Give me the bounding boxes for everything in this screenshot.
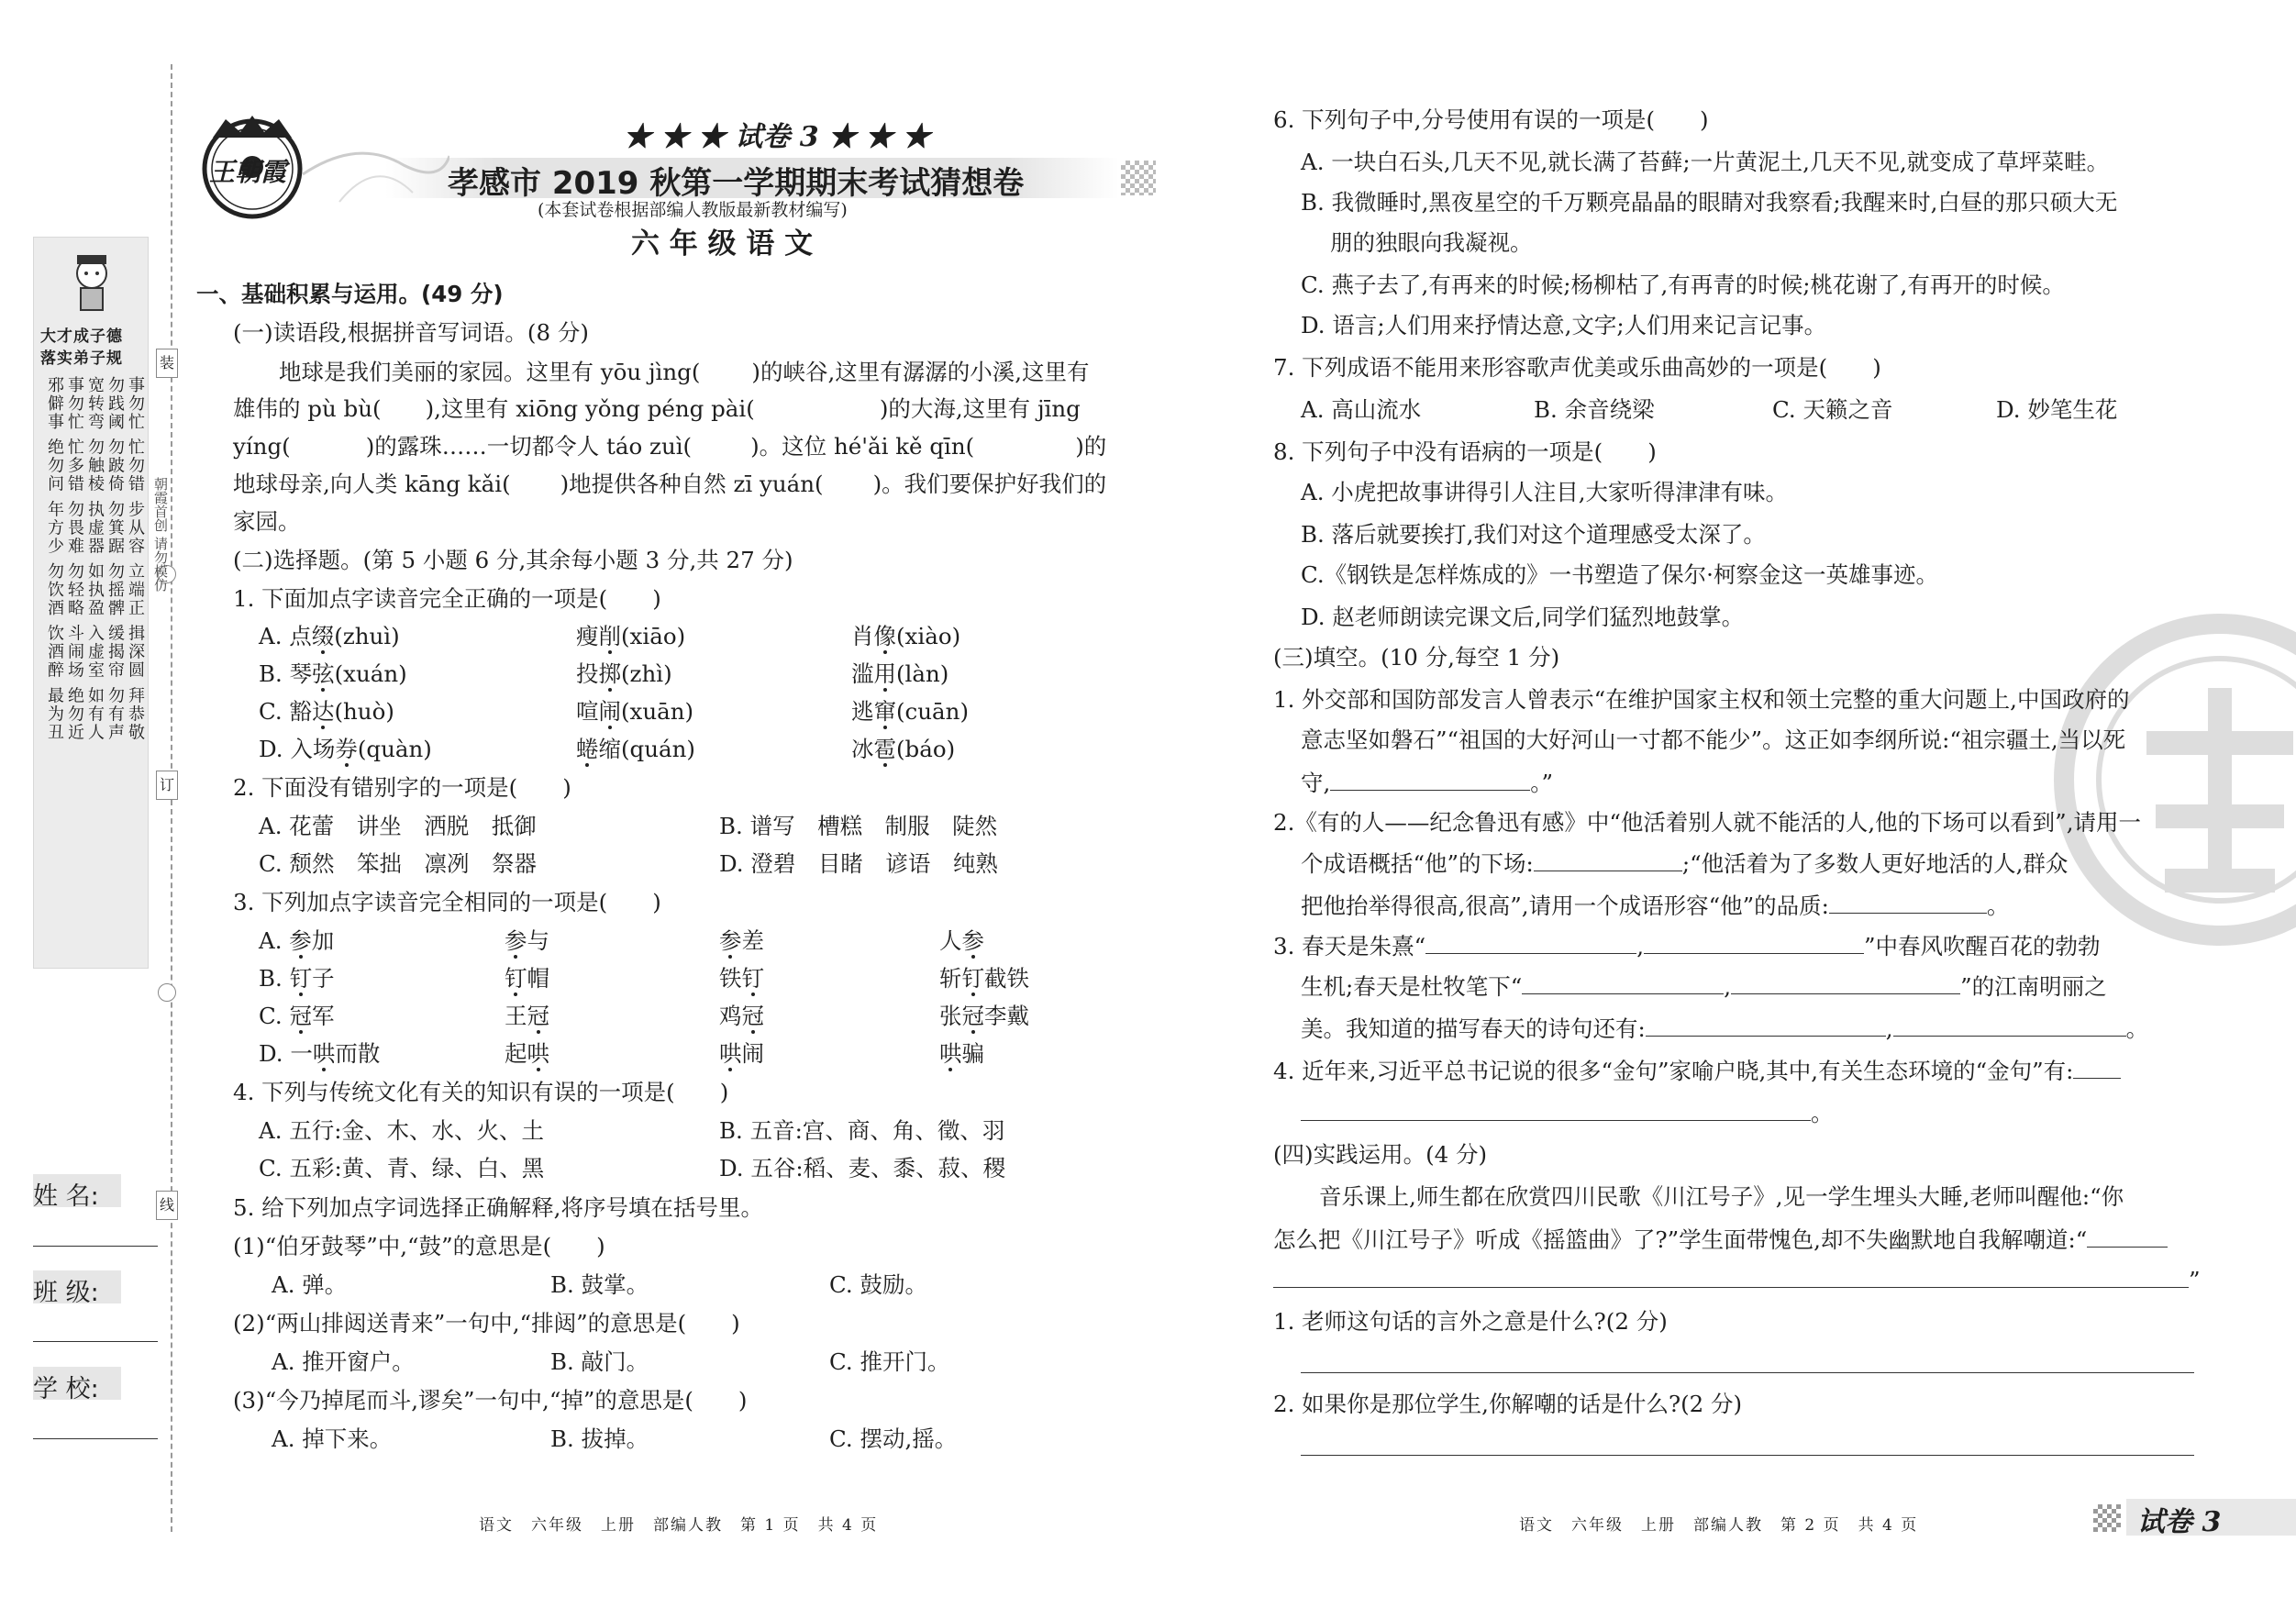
q5-sub-2: (2)“两山排闼送青来”一句中,“排闼”的意思是( ) <box>233 1310 740 1336</box>
q3-option-c[interactable]: C. 冠军 <box>259 1003 335 1029</box>
question-8: 8. 下列句子中没有语病的一项是( ) <box>1273 438 1657 465</box>
class-field[interactable] <box>33 1341 158 1342</box>
passage-line-5: 家园。 <box>233 508 301 535</box>
fill-3-blank-4[interactable] <box>1731 970 1960 994</box>
q1-option-d2: 蜷缩(quán) <box>576 736 695 762</box>
fill-2-line-2 <box>1301 848 2068 880</box>
fill-text: ” <box>2189 1267 2201 1293</box>
q2-option-b[interactable]: B. 谱写 槽糕 制服 陡然 <box>719 813 998 839</box>
q3-b4: 斩钉截铁 <box>939 965 1029 992</box>
practice-blank-2[interactable] <box>1273 1264 2189 1288</box>
fill-text: ”的江南明丽之 <box>1960 973 2107 1000</box>
passage-text: )的大海,这里有 jīng <box>879 395 1081 422</box>
q3-c2: 王冠 <box>505 1003 549 1029</box>
q3-d2: 起哄 <box>505 1040 549 1067</box>
logo-text: 王朝霞 <box>209 157 287 187</box>
passage-text: yíng( <box>233 433 291 460</box>
q5-1-option-a[interactable]: A. 弹。 <box>272 1271 348 1298</box>
watermark-stamp <box>2046 605 2296 954</box>
motto-row: 事勿忙 忙多错 勿畏难 勿轻略 斗闹场 绝勿近 <box>65 376 84 742</box>
q2-option-d[interactable]: D. 澄碧 目睹 谚语 纯熟 <box>719 850 998 877</box>
right-footer: 语文 六年级 上册 部编人教 第 2 页 共 4 页 <box>1519 1516 1919 1535</box>
q4-option-d[interactable]: D. 五谷:稻、麦、黍、菽、稷 <box>719 1155 1006 1181</box>
left-footer: 语文 六年级 上册 部编人教 第 1 页 共 4 页 <box>479 1516 879 1535</box>
fill-2-blank-2[interactable] <box>1829 890 1987 914</box>
mascot-icon <box>57 246 127 317</box>
fill-text: 。 <box>1811 1100 1834 1126</box>
binding-mark-zhuang: 装 <box>156 349 178 378</box>
passage-line-1 <box>279 356 1090 388</box>
fill-text: , <box>1636 933 1644 959</box>
q8-option-c[interactable]: C.《钢铁是怎样炼成的》一书塑造了保尔·柯察金这一英雄事迹。 <box>1301 561 1938 588</box>
name-field[interactable] <box>33 1246 158 1247</box>
fill-text: 把他抬举得很高,很高”,请用一个成语形容“他”的品质: <box>1301 893 1829 919</box>
passage-text: )地提供各种自然 zī yuán( <box>560 471 824 497</box>
q5-sub-3: (3)“今乃掉尾而斗,谬矣”一句中,“掉”的意思是( ) <box>233 1387 748 1414</box>
q1-option-a3: 肖像(xiào) <box>851 623 961 649</box>
q4-option-a[interactable]: A. 五行:金、木、水、火、土 <box>259 1117 545 1144</box>
q3-c3: 鸡冠 <box>719 1003 764 1029</box>
fill-text: , <box>1724 973 1732 1000</box>
motto-row: 邪僻事 绝勿问 年方少 勿饮酒 饮酒醉 最为丑 <box>45 376 64 742</box>
q3-c4: 张冠李戴 <box>939 1003 1029 1029</box>
q1-option-c[interactable]: C. 豁达(huò) <box>259 698 394 725</box>
part-4-heading: (四)实践运用。(4 分) <box>1273 1141 1488 1168</box>
q6-option-a[interactable]: A. 一块白石头,几天不见,就长满了苔藓;一片黄泥土,几天不见,就变成了草坪菜畦。 <box>1301 149 2110 175</box>
question-4: 4. 下列与传统文化有关的知识有误的一项是( ) <box>233 1079 729 1105</box>
part-2-heading: (二)选择题。(第 5 小题 6 分,其余每小题 3 分,共 27 分) <box>233 547 793 573</box>
fill-text: , <box>1885 1015 1893 1042</box>
q3-d3: 哄闹 <box>719 1040 764 1067</box>
q1-option-c2: 喧闹(xuān) <box>576 698 694 725</box>
sidebar-motto <box>42 376 145 963</box>
motto-row: 事勿忙 忙勿错 步从容 立端正 揖深圆 拜恭敬 <box>126 376 145 742</box>
fill-3-line-2 <box>1301 970 2107 1003</box>
binding-note-2: 请勿模仿 <box>152 536 169 592</box>
fill-2-line-1: 2.《有的人——纪念鲁迅有感》中“他活着别人就不能活的人,他的下场可以看到”,请用一 <box>1273 809 2141 836</box>
fill-3-blank-3[interactable] <box>1522 970 1724 994</box>
passage-text: ),这里有 xiōng yǒng péng pài( <box>425 395 755 422</box>
fill-3-blank-1[interactable] <box>1425 930 1636 954</box>
q6-option-d[interactable]: D. 语言;人们用来抒情达意,文字;人们用来记言记事。 <box>1301 312 1827 338</box>
q1-option-c3: 逃窜(cuān) <box>851 698 970 725</box>
sidebar-slogan-2: 落实弟子规 <box>40 349 123 368</box>
checker-decoration <box>1121 161 1156 195</box>
fill-3-blank-5[interactable] <box>1646 1013 1886 1037</box>
fill-text: ”中春风吹醒百花的勃勃 <box>1864 933 2101 959</box>
binding-mark-xian: 线 <box>156 1191 178 1220</box>
fill-1-line-3 <box>1301 767 1553 799</box>
binding-mark-ding: 订 <box>156 771 178 800</box>
q1-option-b[interactable]: B. 琴弦(xuán) <box>259 660 407 687</box>
fill-text: ;“他活着为了多数人更好地活的人,群众 <box>1681 850 2069 877</box>
q2-option-a[interactable]: A. 花蕾 讲坐 洒脱 抵御 <box>259 813 537 839</box>
fill-3-line-3 <box>1301 1013 2148 1045</box>
practice-line-1: 音乐课上,师生都在欣赏四川民歌《川江号子》,见一学生埋头大睡,老师叫醒他:“你 <box>1319 1183 2124 1210</box>
exam-badge: ★ ★ ★ 试卷 3 ★ ★ ★ <box>624 121 930 153</box>
binding-circle-2 <box>158 983 176 1002</box>
q5-3-option-c[interactable]: C. 摆动,摇。 <box>829 1425 958 1452</box>
fill-4-line-2 <box>1301 1097 1834 1129</box>
q3-option-b[interactable]: B. 钉子 <box>259 965 335 992</box>
page-subtitle: (本套试卷根据部编人教版最新教材编写) <box>538 200 848 220</box>
practice-line-2 <box>1273 1224 2168 1256</box>
q5-1-option-c[interactable]: C. 鼓励。 <box>829 1271 927 1298</box>
q4-option-b[interactable]: B. 五音:宫、商、角、徵、羽 <box>719 1117 1005 1144</box>
question-6: 6. 下列句子中,分号使用有误的一项是( ) <box>1273 106 1709 133</box>
q7-option-d[interactable]: D. 妙笔生花 <box>1996 396 2118 423</box>
q3-a3: 参差 <box>719 927 764 954</box>
passage-line-2 <box>233 394 1081 425</box>
fill-text: 3. 春天是朱熹“ <box>1273 933 1426 959</box>
q5-3-option-b[interactable]: B. 拔掉。 <box>550 1425 649 1452</box>
motto-row: 勿践阈 勿跛倚 勿箕踞 勿摇髀 缓揭帘 勿有声 <box>105 376 125 742</box>
q5-2-option-a[interactable]: A. 推开窗户。 <box>272 1348 415 1375</box>
fill-text: 怎么把《川江号子》听成《摇篮曲》了?”学生面带愧色,却不失幽默地自我解嘲道:“ <box>1273 1226 2088 1253</box>
question-5: 5. 给下列加点字词选择正确解释,将序号填在括号里。 <box>233 1194 763 1221</box>
binding-note-1: 朝霞首创 <box>152 477 169 532</box>
fill-1-line-1: 1. 外交部和国防部发言人曾表示“在维护国家主权和领土完整的重大问题上,中国政府的 <box>1273 686 2130 713</box>
q3-b3: 铁钉 <box>719 965 764 992</box>
q2-option-c[interactable]: C. 颓然 笨拙 凛冽 祭器 <box>259 850 537 877</box>
corner-decoration <box>2093 1504 2121 1532</box>
fill-text: 。 <box>1986 893 2010 919</box>
practice-question-1: 1. 老师这句话的言外之意是什么?(2 分) <box>1273 1308 1668 1335</box>
q1-option-d[interactable]: D. 入场券(quàn) <box>259 736 432 762</box>
page-title: 孝感市 2019 秋第一学期期末考试猜想卷 <box>448 165 1025 202</box>
part-3-heading: (三)填空。(10 分,每空 1 分) <box>1273 644 1560 671</box>
part-1-heading: (一)读语段,根据拼音写词语。(8 分) <box>233 319 589 346</box>
q5-2-option-b[interactable]: B. 敲门。 <box>550 1348 649 1375</box>
passage-text: 雄伟的 pù bù( <box>233 395 382 422</box>
fill-text: 个成语概括“他”的下场: <box>1301 850 1534 877</box>
q6-option-b[interactable]: B. 我微睡时,黑夜星空的千万颗亮晶晶的眼睛对我察看;我醒来时,白昼的那只硕大无 <box>1301 189 2118 216</box>
motto-row: 宽转弯 勿触棱 执虚器 如执盈 入虚室 如有人 <box>85 376 105 742</box>
answer-line-1[interactable] <box>1301 1372 2194 1373</box>
fill-text: 4. 近年来,习近平总书记说的很多“金句”家喻户晓,其中,有关生态环境的“金句”有: <box>1273 1058 2074 1084</box>
q3-option-d[interactable]: D. 一哄而散 <box>259 1040 381 1067</box>
q3-b2: 钉帽 <box>505 965 549 992</box>
q3-a4: 人参 <box>939 927 984 954</box>
class-label: 班 级: <box>33 1279 99 1307</box>
passage-line-4 <box>233 469 1106 500</box>
question-1: 1. 下面加点字读音完全正确的一项是( ) <box>233 585 661 612</box>
school-label: 学 校: <box>33 1375 99 1403</box>
passage-text: 地球是我们美丽的家园。这里有 yōu jìng( <box>279 359 701 385</box>
practice-question-2: 2. 如果你是那位学生,你解嘲的话是什么?(2 分) <box>1273 1391 1743 1417</box>
q3-d4: 哄骗 <box>939 1040 984 1067</box>
passage-text: 地球母亲,向人类 kāng kǎi( <box>233 471 511 497</box>
q7-option-a[interactable]: A. 高山流水 <box>1301 396 1422 423</box>
section-1-heading: 一、基础积累与运用。(49 分) <box>196 281 504 307</box>
fill-text: 生机;春天是杜牧笔下“ <box>1301 973 1523 1000</box>
q4-option-c[interactable]: C. 五彩:黄、青、绿、白、黑 <box>259 1155 545 1181</box>
q5-1-option-b[interactable]: B. 鼓掌。 <box>550 1271 649 1298</box>
q1-option-d3: 冰雹(báo) <box>851 736 956 762</box>
q1-option-a[interactable]: A. 点缀(zhuì) <box>259 623 400 649</box>
fill-4-line-1 <box>1273 1055 2121 1087</box>
name-label: 姓 名: <box>33 1182 99 1211</box>
passage-text: )的 <box>1075 433 1107 460</box>
passage-text: )。这位 hé'ǎi kě qīn( <box>750 433 975 460</box>
passage-text: )的峡谷,这里有潺潺的小溪,这里有 <box>751 359 1090 385</box>
q7-option-c[interactable]: C. 天籁之音 <box>1772 396 1893 423</box>
passage-text: )。我们要保护好我们的 <box>872 471 1107 497</box>
passage-line-3 <box>233 431 1106 462</box>
ribbon-decoration <box>303 119 449 211</box>
binding-note <box>152 477 169 592</box>
fill-4-blank-2[interactable] <box>1301 1097 1811 1121</box>
fill-text: 美。我知道的描写春天的诗句还有: <box>1301 1015 1646 1042</box>
q5-sub-1: (1)“伯牙鼓琴”中,“鼓”的意思是( ) <box>233 1233 605 1259</box>
school-field[interactable] <box>33 1438 158 1439</box>
q1-option-b2: 投掷(zhì) <box>576 660 672 687</box>
fill-3-blank-2[interactable] <box>1644 930 1864 954</box>
answer-line-2[interactable] <box>1301 1455 2194 1456</box>
question-3: 3. 下列加点字读音完全相同的一项是( ) <box>233 889 661 915</box>
fill-3-blank-6[interactable] <box>1893 1013 2126 1037</box>
practice-blank-1[interactable] <box>2087 1224 2168 1248</box>
q1-option-b3: 滥用(làn) <box>851 660 949 687</box>
practice-line-3 <box>1273 1264 2201 1296</box>
q7-option-b[interactable]: B. 余音绕梁 <box>1534 396 1655 423</box>
corner-badge-text: 试卷 3 <box>2137 1506 2222 1538</box>
question-7: 7. 下列成语不能用来形容歌声优美或乐曲高妙的一项是( ) <box>1273 354 1881 381</box>
question-2: 2. 下面没有错别字的一项是( ) <box>233 774 571 801</box>
q6-option-b-cont: 朋的独眼向我凝视。 <box>1330 229 1533 256</box>
q8-option-d[interactable]: D. 赵老师朗读完课文后,同学们猛烈地鼓掌。 <box>1301 604 1745 630</box>
q3-a2: 参与 <box>505 927 549 954</box>
q8-option-a[interactable]: A. 小虎把故事讲得引人注目,大家听得津津有味。 <box>1301 479 1789 505</box>
fill-1-blank[interactable] <box>1330 767 1530 791</box>
fill-text: 守, <box>1301 770 1331 796</box>
fill-1-line-2: 意志坚如磐石”“祖国的大好河山一寸都不能少”。这正如李纲所说:“祖宗疆土,当以死 <box>1301 726 2126 753</box>
fill-text: 。 <box>2125 1015 2149 1042</box>
q8-option-b[interactable]: B. 落后就要挨打,我们对这个道理感受太深了。 <box>1301 521 1766 548</box>
q5-2-option-c[interactable]: C. 推开门。 <box>829 1348 950 1375</box>
q6-option-c[interactable]: C. 燕子去了,有再来的时候;杨柳枯了,有再青的时候;桃花谢了,有再开的时候。 <box>1301 272 2065 298</box>
passage-text: )的露珠……一切都令人 táo zuì( <box>365 433 693 460</box>
q5-3-option-a[interactable]: A. 掉下来。 <box>272 1425 393 1452</box>
fill-text: 。” <box>1530 770 1554 796</box>
sidebar-slogan-1: 大才成子德 <box>40 327 123 346</box>
fill-2-line-3 <box>1301 890 2009 922</box>
q3-option-a[interactable]: A. 参加 <box>259 927 335 954</box>
fill-2-blank-1[interactable] <box>1534 848 1682 871</box>
fill-3-line-1 <box>1273 930 2101 962</box>
q1-option-a2: 瘦削(xiāo) <box>576 623 686 649</box>
grade-title: 六 年 级 语 文 <box>631 227 814 261</box>
fill-4-blank-1[interactable] <box>2073 1055 2121 1079</box>
